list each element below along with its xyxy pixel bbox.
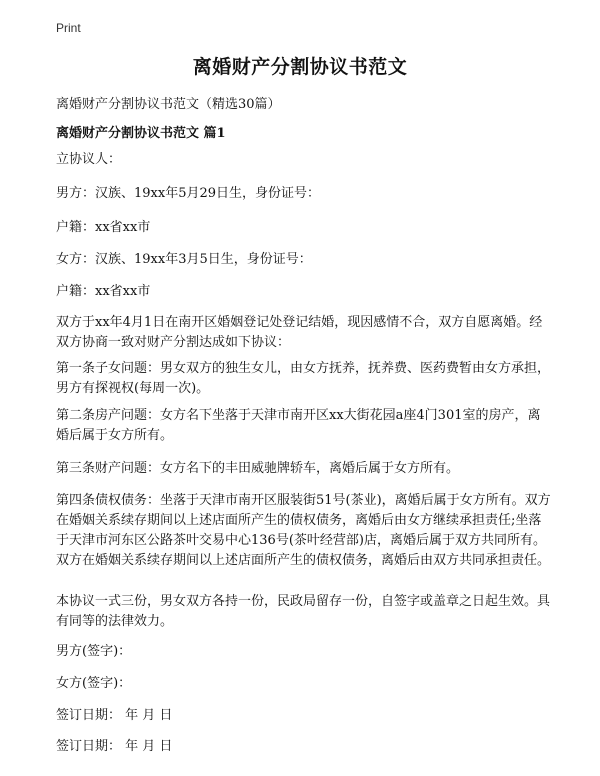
paragraph-marriage-background: 双方于xx年4月1日在南开区婚姻登记处登记结婚，现因感情不合，双方自愿离婚。经双方协商一致对财产分割达成如下协议：: [56, 315, 543, 350]
paragraph-female-residence: 户籍：xx省xx市: [56, 284, 151, 299]
female-signature-line: 女方(签字)：: [56, 676, 132, 691]
paragraph-male-party: 男方：汉族、19xx年5月29日生，身份证号：: [56, 186, 321, 201]
paragraph-article-2: 第二条房产问题：女方名下坐落于天津市南开区xx大街花园a座4门301室的房产，离婚后属于女方所有。: [56, 408, 541, 443]
paragraph-female-party: 女方：汉族、19xx年3月5日生，身份证号：: [56, 252, 312, 267]
signing-date-line-2: 签订日期： 年 月 日: [56, 739, 173, 754]
paragraph-article-1: 第一条子女问题：男女双方的独生女儿，由女方抚养，抚养费、医药费暂由女方承担，男方有探视权(每周一次)。: [56, 361, 551, 396]
paragraph-article-3: 第三条财产问题：女方名下的丰田威驰牌轿车，离婚后属于女方所有。: [56, 461, 460, 476]
paragraph-male-residence: 户籍：xx省xx市: [56, 220, 151, 235]
paragraph-parties: 立协议人：: [56, 152, 122, 167]
document-subtitle: 离婚财产分割协议书范文（精选30篇）: [56, 97, 281, 112]
signing-date-line: 签订日期： 年 月 日: [56, 708, 173, 723]
paragraph-article-4: 第四条债权债务：坐落于天津市南开区服装街51号(茶业)，离婚后属于女方所有。双方在婚姻关系续存期间以上述店面所产生的债权债务，离婚后由女方继续承担责任;坐落于天津市河东区公路茶叶交易中心136号(茶叶经营部)店，离婚后属于双方共同所有。双方在婚姻关系续存期间以上述店面所产生的债权债务，离婚后由双方共同承担责任。: [56, 493, 551, 568]
print-link[interactable]: Print: [56, 21, 81, 35]
male-signature-line: 男方(签字)：: [56, 644, 132, 659]
document-title: 离婚财产分割协议书范文: [192, 56, 408, 78]
section-heading: 离婚财产分割协议书范文 篇1: [56, 126, 226, 141]
paragraph-validity: 本协议一式三份，男女双方各持一份，民政局留存一份，自签字或盖章之日起生效。具有同等的法律效力。: [56, 594, 551, 629]
